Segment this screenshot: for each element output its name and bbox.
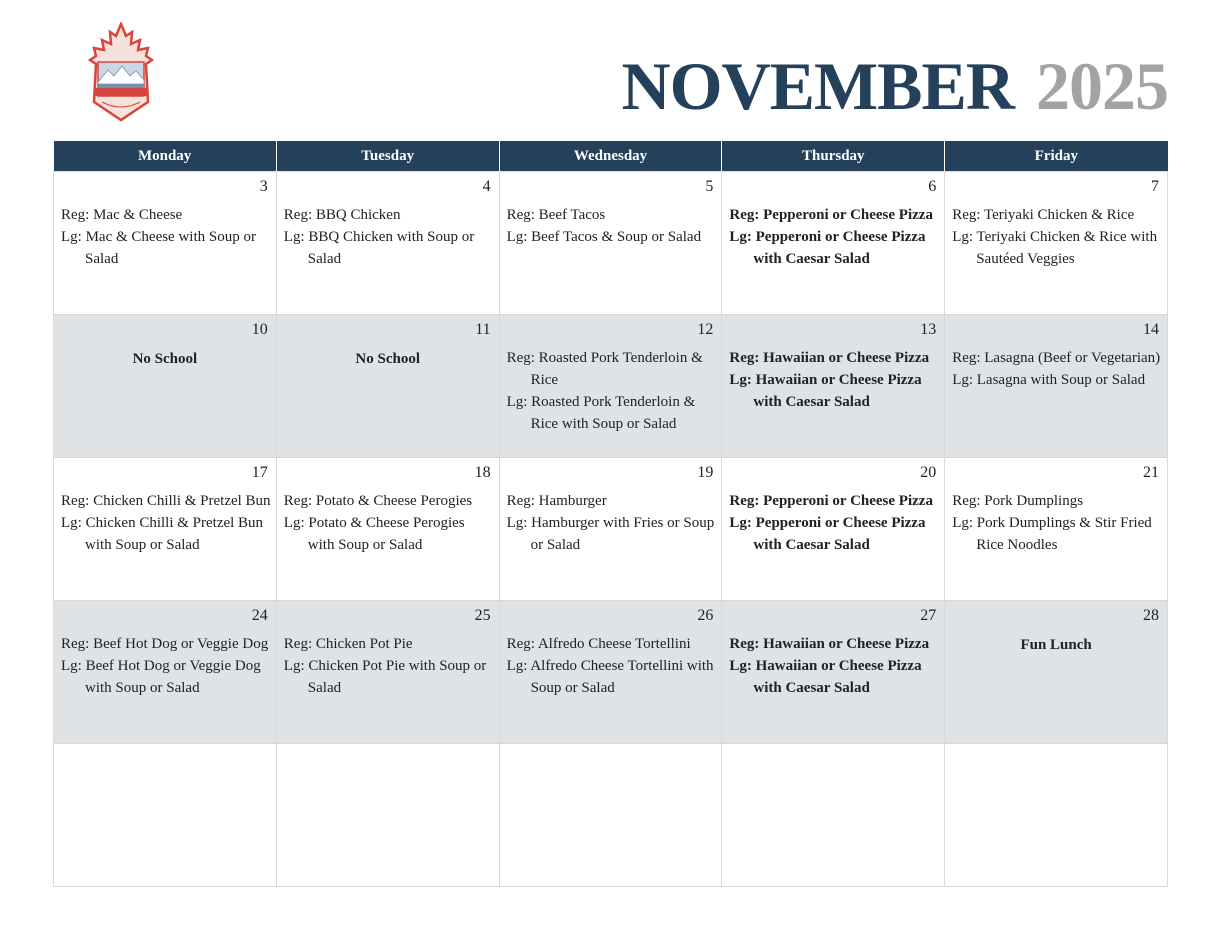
regular-menu-item: Reg: Hawaiian or Cheese Pizza	[729, 636, 930, 652]
menu-entry	[284, 490, 495, 556]
weekday-header-monday: Monday	[54, 141, 277, 172]
day-cell	[54, 458, 277, 601]
menu-entry	[507, 633, 718, 699]
day-cell	[499, 172, 722, 315]
large-menu-item: Lg: Chicken Pot Pie with Soup or Salad	[283, 658, 487, 696]
day-cell	[722, 315, 945, 458]
day-cell	[499, 315, 722, 458]
menu-entry	[61, 204, 272, 270]
large-menu-item: Lg: Teriyaki Chicken & Rice with Sautéed Veggies	[952, 229, 1158, 267]
day-number: 24	[251, 607, 268, 624]
week-row	[54, 315, 1168, 458]
day-cell	[945, 172, 1168, 315]
day-cell	[499, 744, 722, 887]
day-number: 27	[920, 607, 937, 624]
day-cell	[722, 172, 945, 315]
day-cell	[276, 744, 499, 887]
regular-menu-item: Reg: Mac & Cheese	[61, 207, 183, 223]
day-number: 13	[920, 321, 937, 338]
day-number	[945, 744, 1167, 770]
day-number: 3	[259, 178, 268, 195]
day-number: 10	[251, 321, 268, 338]
regular-menu-item: Reg: Lasagna (Beef or Vegetarian)	[952, 350, 1161, 366]
day-cell	[276, 315, 499, 458]
weekday-header-wednesday: Wednesday	[499, 141, 722, 172]
day-cell	[54, 601, 277, 744]
day-cell	[54, 172, 277, 315]
menu-entry	[61, 633, 272, 699]
day-number: 14	[1143, 321, 1159, 338]
day-number	[500, 744, 722, 770]
large-menu-item: Lg: Pepperoni or Cheese Pizza with Caesar Salad	[729, 515, 926, 553]
regular-menu-item: Reg: Pepperoni or Cheese Pizza	[729, 493, 933, 509]
month-label: NOVEMBER	[621, 48, 1014, 124]
day-number	[277, 744, 499, 770]
day-cell	[54, 315, 277, 458]
large-menu-item: Lg: Pork Dumplings & Stir Fried Rice Noodles	[952, 515, 1152, 553]
regular-menu-item: Reg: Pork Dumplings	[952, 493, 1084, 509]
school-crest-logo	[88, 22, 154, 122]
regular-menu-item: Reg: Hawaiian or Cheese Pizza	[729, 350, 930, 366]
large-menu-item: Lg: Mac & Cheese with Soup or Salad	[61, 229, 256, 267]
large-menu-item: Lg: Potato & Cheese Perogies with Soup or Salad	[283, 515, 465, 553]
weekday-header-friday: Friday	[945, 141, 1168, 172]
large-menu-item: Lg: Hawaiian or Cheese Pizza with Caesar Salad	[729, 658, 922, 696]
week-row	[54, 458, 1168, 601]
large-menu-item: Lg: Alfredo Cheese Tortellini with Soup or Salad	[506, 658, 714, 696]
large-menu-item: Lg: Beef Hot Dog or Veggie Dog with Soup or Salad	[61, 658, 261, 696]
day-cell	[945, 458, 1168, 601]
day-cell	[722, 744, 945, 887]
regular-menu-item: Reg: BBQ Chicken	[283, 207, 401, 223]
day-number: 5	[705, 178, 714, 195]
menu-entry	[952, 490, 1163, 556]
large-menu-item: Lg: Pepperoni or Cheese Pizza with Caesar Salad	[729, 229, 926, 267]
weekday-header-thursday: Thursday	[722, 141, 945, 172]
menu-entry	[507, 204, 718, 248]
regular-menu-item: Reg: Beef Hot Dog or Veggie Dog	[61, 636, 269, 652]
day-number: 20	[920, 464, 937, 481]
day-cell	[276, 172, 499, 315]
large-menu-item: Lg: Beef Tacos & Soup or Salad	[506, 229, 702, 245]
day-cell	[276, 601, 499, 744]
menu-entry	[284, 204, 495, 270]
day-number	[722, 744, 944, 770]
week-row	[54, 744, 1168, 887]
regular-menu-item: Reg: Alfredo Cheese Tortellini	[506, 636, 691, 652]
regular-menu-item: Reg: Chicken Chilli & Pretzel Bun	[61, 493, 271, 509]
regular-menu-item: Reg: Chicken Pot Pie	[283, 636, 413, 652]
day-number: 21	[1143, 464, 1159, 481]
weekday-header-tuesday: Tuesday	[276, 141, 499, 172]
day-cell	[722, 458, 945, 601]
day-cell	[945, 744, 1168, 887]
day-number: 7	[1151, 178, 1159, 195]
year-label: 2025	[1036, 48, 1168, 124]
day-number: 28	[1143, 607, 1159, 624]
weekday-header-row	[54, 141, 1168, 172]
menu-entry	[729, 490, 940, 556]
day-number: 12	[697, 321, 714, 338]
regular-menu-item: Reg: Teriyaki Chicken & Rice	[952, 207, 1135, 223]
menu-entry	[507, 490, 718, 556]
regular-menu-item: Reg: Hamburger	[506, 493, 607, 509]
day-number: 18	[474, 464, 491, 481]
large-menu-item: Lg: Lasagna with Soup or Salad	[952, 372, 1146, 388]
lunch-calendar	[53, 141, 1168, 887]
menu-entry	[507, 347, 718, 435]
menu-entry	[729, 347, 940, 413]
regular-menu-item: Reg: Beef Tacos	[506, 207, 606, 223]
large-menu-item: Lg: Roasted Pork Tenderloin & Rice with Soup or Salad	[506, 394, 696, 432]
day-cell	[276, 458, 499, 601]
day-number: 19	[697, 464, 714, 481]
day-note: No School	[355, 351, 420, 367]
day-cell	[945, 601, 1168, 744]
menu-entry	[729, 633, 940, 699]
day-number: 25	[474, 607, 491, 624]
day-cell	[54, 744, 277, 887]
day-number: 11	[475, 321, 491, 338]
day-cell	[945, 315, 1168, 458]
regular-menu-item: Reg: Roasted Pork Tenderloin & Rice	[506, 350, 703, 388]
day-number: 17	[251, 464, 268, 481]
menu-entry	[952, 204, 1163, 270]
calendar-body	[54, 172, 1168, 887]
large-menu-item: Lg: Hamburger with Fries or Soup or Salad	[506, 515, 715, 553]
menu-entry	[61, 490, 272, 556]
day-cell	[499, 601, 722, 744]
menu-entry	[284, 633, 495, 699]
day-cell	[722, 601, 945, 744]
menu-entry	[729, 204, 940, 270]
day-cell	[499, 458, 722, 601]
large-menu-item: Lg: Chicken Chilli & Pretzel Bun with Soup or Salad	[61, 515, 264, 553]
day-number: 6	[928, 178, 937, 195]
day-number: 26	[697, 607, 714, 624]
week-row	[54, 172, 1168, 315]
large-menu-item: Lg: Hawaiian or Cheese Pizza with Caesar Salad	[729, 372, 922, 410]
week-row	[54, 601, 1168, 744]
regular-menu-item: Reg: Potato & Cheese Perogies	[283, 493, 473, 509]
regular-menu-item: Reg: Pepperoni or Cheese Pizza	[729, 207, 933, 223]
large-menu-item: Lg: BBQ Chicken with Soup or Salad	[283, 229, 475, 267]
page-title	[622, 46, 1168, 126]
day-number: 4	[482, 178, 491, 195]
day-note: Fun Lunch	[1020, 637, 1092, 653]
day-number	[54, 744, 276, 770]
day-note: No School	[132, 351, 198, 367]
menu-entry	[952, 347, 1163, 391]
